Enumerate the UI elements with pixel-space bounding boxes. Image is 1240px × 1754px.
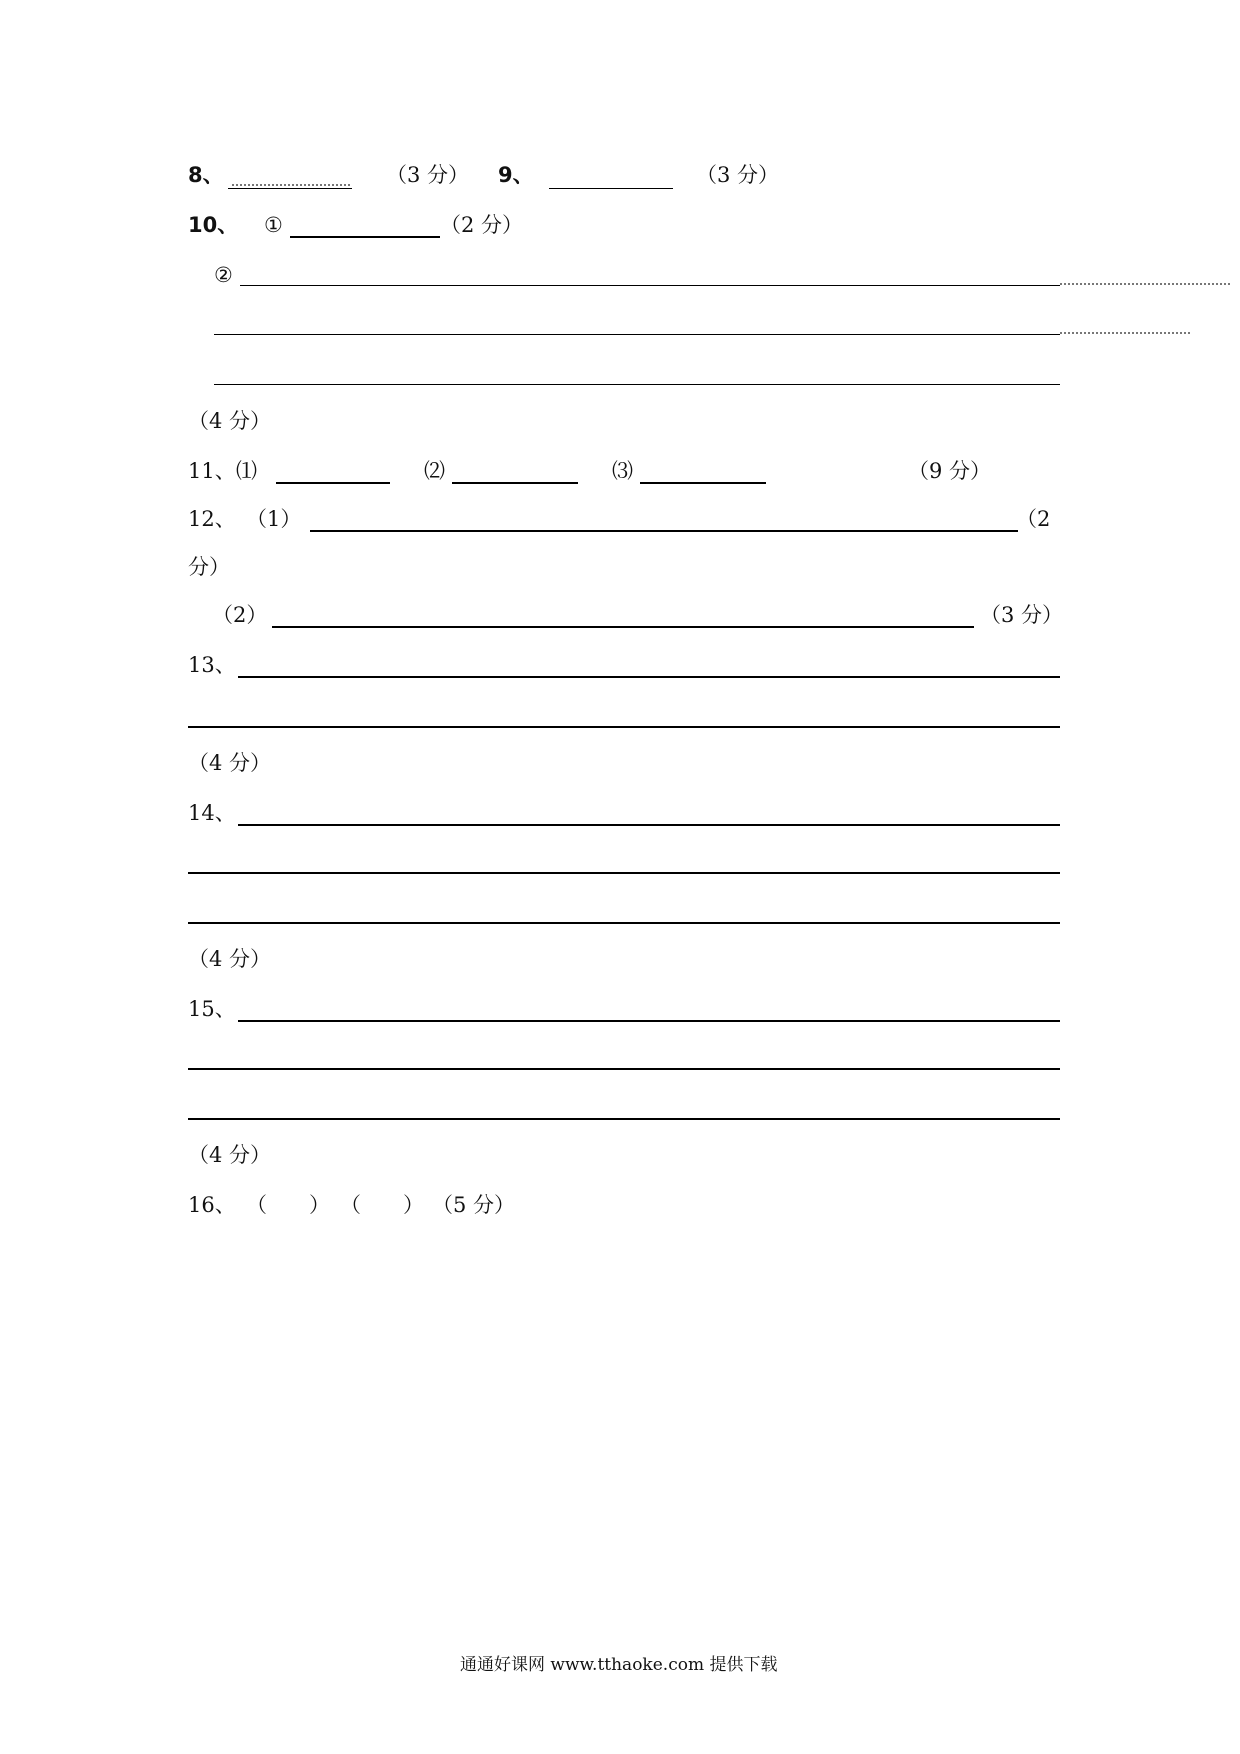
q10-part2-marker: ② xyxy=(214,263,233,287)
q10-part2-line-1[interactable] xyxy=(240,285,1060,286)
q10-part1-blank[interactable] xyxy=(290,236,440,238)
q10-dotted-guide-2 xyxy=(1060,332,1190,334)
q10-score: （4 分） xyxy=(188,409,272,433)
q14-label: 14、 xyxy=(188,801,236,825)
q16-choice-blank-2[interactable]: （ ） xyxy=(340,1193,424,1217)
q14-answer-line-1[interactable] xyxy=(238,824,1060,826)
q11-part2-marker: ⑵ xyxy=(424,459,445,483)
q10-label: 10、 xyxy=(188,213,239,237)
q12-part2-marker: （2） xyxy=(212,603,268,627)
q15-answer-line-2[interactable] xyxy=(188,1068,1060,1070)
q12-part1-blank[interactable] xyxy=(310,530,1018,532)
q14-answer-line-3[interactable] xyxy=(188,922,1060,924)
q14-answer-line-2[interactable] xyxy=(188,872,1060,874)
q12-label: 12、 xyxy=(188,507,236,531)
q12-part2-score: （3 分） xyxy=(980,603,1064,627)
q11-part1-blank[interactable] xyxy=(276,482,390,484)
q15-score: （4 分） xyxy=(188,1143,272,1167)
q14-score: （4 分） xyxy=(188,947,272,971)
q10-part1-marker: ① xyxy=(264,213,283,237)
q16-choice-blank-1[interactable]: （ ） xyxy=(246,1193,330,1217)
q9-label: 9、 xyxy=(498,163,534,187)
q10-part1-score: （2 分） xyxy=(440,213,524,237)
q15-answer-line-3[interactable] xyxy=(188,1118,1060,1120)
q16-label: 16、 xyxy=(188,1193,236,1217)
q9-answer-blank[interactable] xyxy=(549,188,673,189)
q10-part2-line-3[interactable] xyxy=(214,384,1060,385)
q13-answer-line-1[interactable] xyxy=(238,676,1060,678)
q8-label: 8、 xyxy=(188,163,224,187)
q12-part1-score-wrap: 分） xyxy=(188,555,230,579)
q16-score: （5 分） xyxy=(432,1193,516,1217)
q12-part1-marker: （1） xyxy=(246,507,302,531)
q10-part2-line-2[interactable] xyxy=(214,334,1060,335)
q12-part2-blank[interactable] xyxy=(272,626,974,628)
footer-download-credit: 通通好课网 www.tthaoke.com 提供下载 xyxy=(460,1655,778,1675)
q13-label: 13、 xyxy=(188,653,236,677)
q13-answer-line-2[interactable] xyxy=(188,726,1060,728)
q15-label: 15、 xyxy=(188,997,236,1021)
q10-dotted-guide-1 xyxy=(1060,283,1230,285)
q11-part1-marker: ⑴ xyxy=(236,459,257,483)
q11-part3-marker: ⑶ xyxy=(612,459,633,483)
q12-part1-score: （2 xyxy=(1016,507,1051,531)
q13-score: （4 分） xyxy=(188,751,272,775)
q9-score: （3 分） xyxy=(696,163,780,187)
q11-part2-blank[interactable] xyxy=(452,482,578,484)
q8-dotted-guide xyxy=(232,184,350,186)
q15-answer-line-1[interactable] xyxy=(238,1020,1060,1022)
q8-answer-blank[interactable] xyxy=(228,188,352,189)
q11-score: （9 分） xyxy=(908,459,992,483)
q8-score: （3 分） xyxy=(386,163,470,187)
q11-label: 11、 xyxy=(188,459,236,483)
q11-part3-blank[interactable] xyxy=(640,482,766,484)
